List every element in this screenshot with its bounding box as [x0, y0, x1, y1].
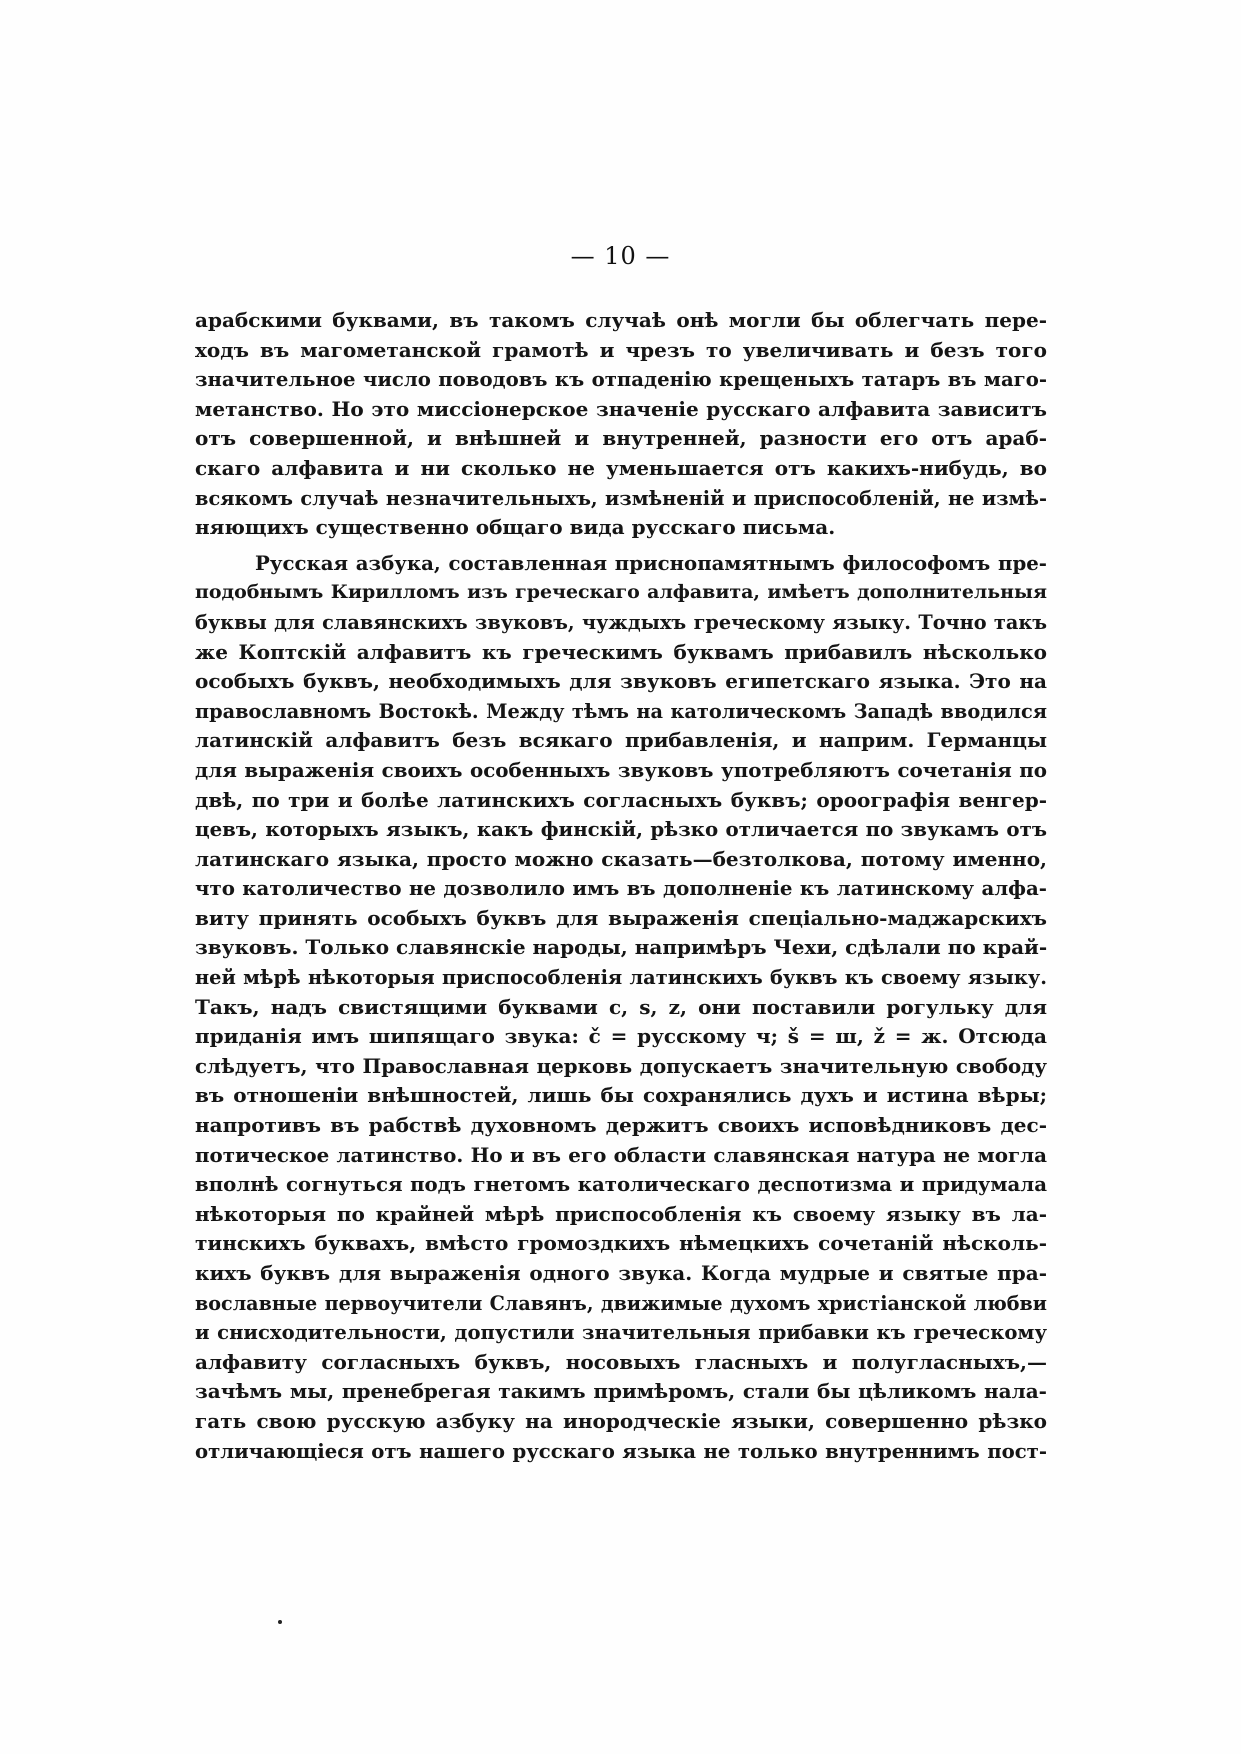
text-line: потическое латинство. Но и въ его области славянская натура не могла: [195, 1142, 1047, 1167]
text-line: православномъ Востокѣ. Между тѣмъ на католическомъ Западѣ вводился: [195, 699, 1047, 723]
text-line: метанство. Но это миссіонерское значеніе русскаго алфавита зависитъ: [195, 396, 1047, 421]
text-line: виту принять особыхъ буквъ для выраженія спеціально-маджарскихъ: [195, 905, 1047, 930]
text-line: Русская азбука, составленная приснопамятнымъ философомъ пре-: [255, 550, 1047, 575]
text-line: подобнымъ Кирилломъ изъ греческаго алфавита, имѣетъ дополнительныя: [195, 581, 1047, 604]
text-line: скаго алфавита и ни сколько не уменьшается отъ какихъ-нибудь, во: [195, 455, 1047, 480]
text-line: что католичество не дозволило имъ въ дополненіе къ латинскому алфа-: [195, 876, 1047, 901]
text-line: кихъ буквъ для выраженія одного звука. Когда мудрые и святые пра-: [195, 1261, 1047, 1285]
text-line: отъ совершенной, и внѣшней и внутренней, разности его отъ араб-: [195, 426, 1047, 451]
text-line: напротивъ въ рабствѣ духовномъ держитъ своихъ исповѣдниковъ дес-: [195, 1113, 1047, 1138]
paragraph-1: [195, 306, 1047, 543]
text-line: Такъ, надъ свистящими буквами c, s, z, они поставили рогульку для: [195, 994, 1047, 1019]
text-line: нѣкоторыя по крайней мѣрѣ приспособленія къ своему языку въ ла-: [195, 1201, 1047, 1226]
text-line: отличающіеся отъ нашего русскаго языка не только внутреннимъ пост-: [195, 1439, 1047, 1463]
text-line: и снисходительности, допустили значительныя прибавки къ греческому: [195, 1321, 1047, 1345]
text-line: зачѣмъ мы, пренебрегая такимъ примѣромъ, стали бы цѣликомъ нала-: [195, 1379, 1047, 1404]
text-line: арабскими буквами, въ такомъ случаѣ онѣ могли бы облегчать пере-: [195, 308, 1047, 332]
ink-speck: [278, 1620, 282, 1624]
text-line: тинскихъ буквахъ, вмѣсто громоздкихъ нѣмецкихъ сочетаній нѣсколь-: [195, 1231, 1047, 1256]
text-line: цевъ, которыхъ языкъ, какъ финскій, рѣзко отличается по звукамъ отъ: [195, 817, 1047, 842]
text-line: приданія имъ шипящаго звука: č = русскому ч; š = ш, ž = ж. Отсюда: [195, 1024, 1047, 1049]
text-line: всякомъ случаѣ незначительныхъ, измѣненій и приспособленій, не измѣ-: [195, 486, 1047, 510]
text-line: няющихъ существенно общаго вида русскаго письма.: [195, 515, 836, 540]
text-line: особыхъ буквъ, необходимыхъ для звуковъ египетскаго языка. Это на: [195, 669, 1047, 694]
paragraph-2: [195, 549, 1047, 1466]
text-line: латинскій алфавитъ безъ всякаго прибавленія, и наприм. Германцы: [195, 728, 1047, 753]
text-line: въ отношеніи внѣшностей, лишь бы сохранялись духъ и истина вѣры;: [195, 1083, 1047, 1108]
text-line: гать свою русскую азбуку на инородческіе языки, совершенно рѣзко: [195, 1408, 1047, 1433]
text-line: для выраженія своихъ особенныхъ звуковъ употребляютъ сочетанія по: [195, 757, 1047, 782]
text-line: вославные первоучители Славянъ, движимые духомъ христіанской любви: [195, 1291, 1047, 1315]
text-line: ней мѣрѣ нѣкоторыя приспособленія латинскихъ буквъ къ своему языку.: [195, 966, 1047, 990]
page-number: — 10 —: [570, 242, 671, 270]
text-line: значительное число поводовъ къ отпаденію крещеныхъ татаръ въ маго-: [195, 368, 1047, 392]
text-line: двѣ, по три и болѣе латинскихъ согласныхъ буквъ; ороографія венгер-: [195, 787, 1047, 812]
text-line: звуковъ. Только славянскіе народы, напримѣръ Чехи, сдѣлали по край-: [195, 935, 1048, 960]
text-line: алфавиту согласныхъ буквъ, носовыхъ гласныхъ и полугласныхъ,—: [195, 1349, 1047, 1374]
text-line: же Коптскій алфавитъ къ греческимъ буквамъ прибавилъ нѣсколько: [195, 639, 1047, 664]
text-line: латинскаго языка, просто можно сказать—безтолкова, потому именно,: [195, 846, 1047, 871]
text-line: слѣдуетъ, что Православная церковь допускаетъ значительную свободу: [195, 1053, 1047, 1078]
text-line: буквы для славянскихъ звуковъ, чуждыхъ греческому языку. Точно такъ: [195, 610, 1047, 634]
text-line: вполнѣ согнуться подъ гнетомъ католическаго деспотизма и придумала: [195, 1172, 1047, 1197]
text-line: ходъ въ магометанской грамотѣ и чрезъ то увеличивать и безъ того: [195, 337, 1047, 362]
body-text: [195, 306, 1047, 1466]
